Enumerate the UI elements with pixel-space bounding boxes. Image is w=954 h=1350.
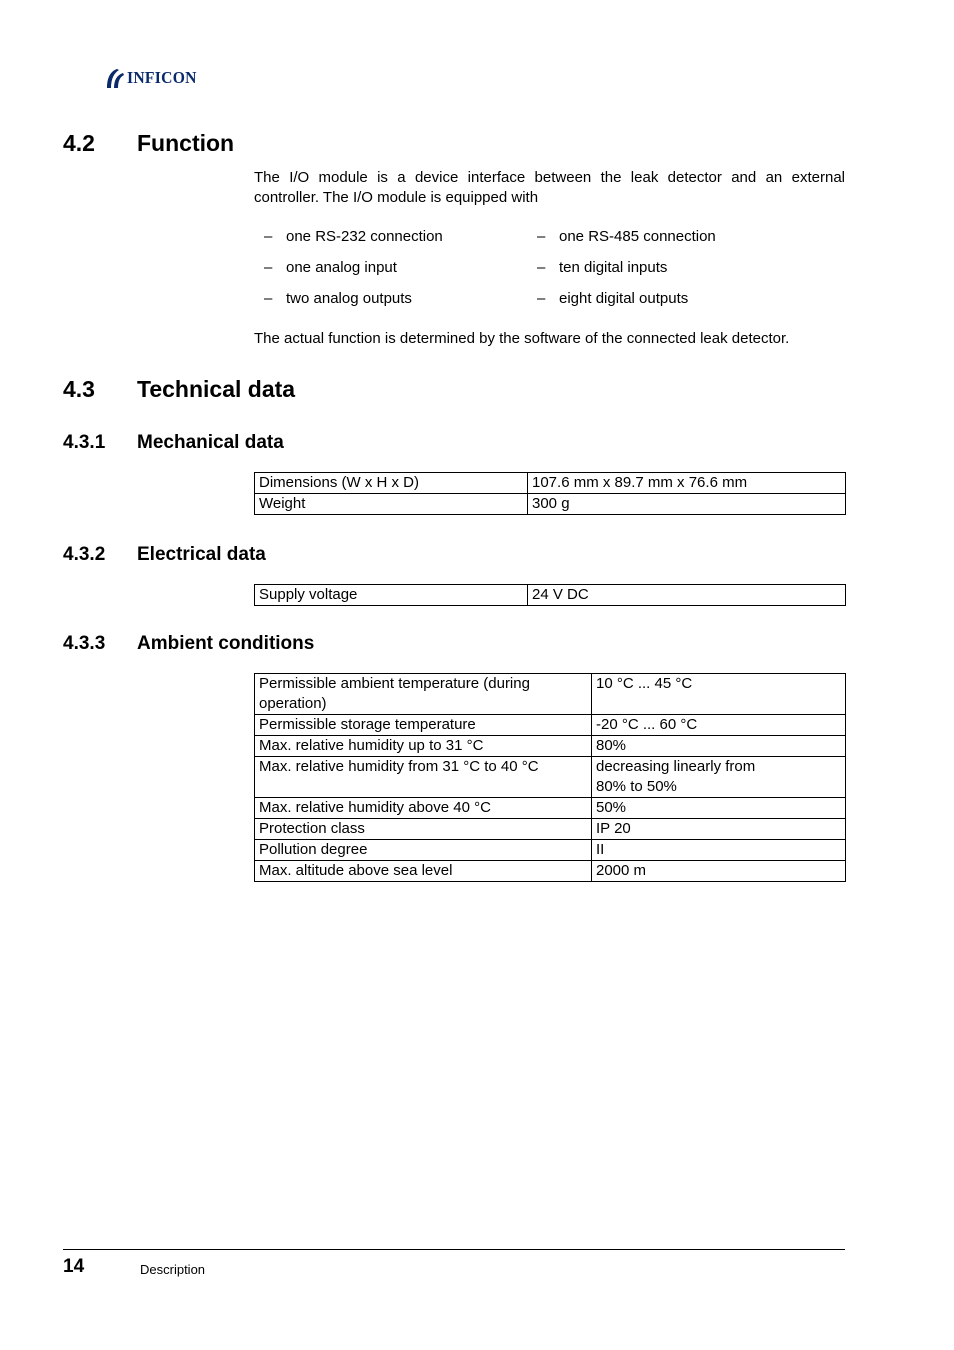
list-item-text: one RS-232 connection <box>286 228 443 245</box>
logo-wordmark: INFICON <box>127 68 197 87</box>
cell-line: operation) <box>259 695 327 712</box>
cell-line: 80% to 50% <box>596 778 677 795</box>
table-cell-label: Supply voltage <box>255 585 528 606</box>
subsection-title: Mechanical data <box>137 432 284 453</box>
cell-line: 10 °C ... 45 °C <box>596 675 693 692</box>
table-cell-label <box>255 757 592 798</box>
table-cell-label <box>255 798 592 819</box>
cell-line: 80% <box>596 737 627 754</box>
cell-line: -20 °C ... 60 °C <box>596 716 698 733</box>
table-row <box>255 819 846 840</box>
table-cell-label <box>255 861 592 882</box>
table-cell-label <box>255 840 592 861</box>
table-cell-value <box>592 861 846 882</box>
cell-line: Protection class <box>259 820 365 837</box>
table-cell-value: 107.6 mm x 89.7 mm x 76.6 mm <box>528 473 846 494</box>
table-row <box>255 861 846 882</box>
function-closing: The actual function is determined by the software of the connected leak detector. <box>254 330 790 347</box>
table-cell-value: 24 V DC <box>528 585 846 606</box>
list-item-text: one RS-485 connection <box>559 228 716 245</box>
cell-line: Max. relative humidity above 40 °C <box>259 799 491 816</box>
table-row <box>255 674 846 715</box>
table-row <box>255 736 846 757</box>
ambient-conditions-table <box>254 673 846 882</box>
inficon-logo-icon <box>104 67 126 89</box>
subsection-number: 4.3.2 <box>63 544 106 565</box>
list-item-text: one analog input <box>286 259 397 276</box>
table-row <box>255 494 846 515</box>
section-title: Function <box>137 130 235 156</box>
table-row <box>255 840 846 861</box>
list-item-text: eight digital outputs <box>559 290 689 307</box>
electrical-data-table <box>254 584 846 606</box>
table-cell-value <box>592 840 846 861</box>
mechanical-data-table <box>254 472 846 515</box>
function-intro: The I/O module is a device interface between the leak detector and an external controller. The I/O module is equipped with <box>254 169 845 206</box>
table-row <box>255 757 846 798</box>
subsection-title: Ambient conditions <box>137 633 315 654</box>
subsection-title: Electrical data <box>137 544 266 565</box>
bullet-dash: – <box>537 228 546 245</box>
table-cell-value: 300 g <box>528 494 846 515</box>
bullet-dash: – <box>537 259 546 276</box>
cell-line: Max. altitude above sea level <box>259 862 453 879</box>
table-row <box>255 585 846 606</box>
table-cell-value <box>592 757 846 798</box>
company-logo <box>104 66 203 90</box>
page-number: 14 <box>63 1256 85 1277</box>
table-row <box>255 798 846 819</box>
table-row <box>255 473 846 494</box>
cell-line: IP 20 <box>596 820 631 837</box>
subsection-number: 4.3.3 <box>63 633 106 654</box>
cell-line: decreasing linearly from <box>596 758 756 775</box>
table-cell-label <box>255 736 592 757</box>
footer-divider <box>63 1249 845 1250</box>
table-cell-label <box>255 715 592 736</box>
section-title: Technical data <box>137 376 296 402</box>
table-cell-value <box>592 736 846 757</box>
table-cell-label: Weight <box>255 494 528 515</box>
bullet-dash: – <box>264 228 273 245</box>
cell-line: Permissible ambient temperature (during <box>259 675 530 692</box>
bullet-dash: – <box>264 290 273 307</box>
table-cell-label <box>255 819 592 840</box>
list-item-text: two analog outputs <box>286 290 412 307</box>
cell-line: Pollution degree <box>259 841 368 858</box>
footer-section-label: Description <box>140 1262 206 1277</box>
cell-line: Max. relative humidity up to 31 °C <box>259 737 484 754</box>
table-cell-label: Dimensions (W x H x D) <box>255 473 528 494</box>
cell-line: Max. relative humidity from 31 °C to 40 °C <box>259 758 539 775</box>
table-cell-value <box>592 674 846 715</box>
cell-line: 50% <box>596 799 627 816</box>
section-number: 4.2 <box>63 130 95 156</box>
bullet-dash: – <box>264 259 273 276</box>
subsection-number: 4.3.1 <box>63 432 106 453</box>
cell-line: 2000 m <box>596 862 647 879</box>
bullet-dash: – <box>537 290 546 307</box>
table-row <box>255 715 846 736</box>
section-number: 4.3 <box>63 376 95 402</box>
table-cell-value <box>592 798 846 819</box>
list-item-text: ten digital inputs <box>559 259 668 276</box>
table-cell-value <box>592 715 846 736</box>
cell-line: Permissible storage temperature <box>259 716 476 733</box>
table-cell-value <box>592 819 846 840</box>
cell-line: II <box>596 841 605 858</box>
table-cell-label <box>255 674 592 715</box>
